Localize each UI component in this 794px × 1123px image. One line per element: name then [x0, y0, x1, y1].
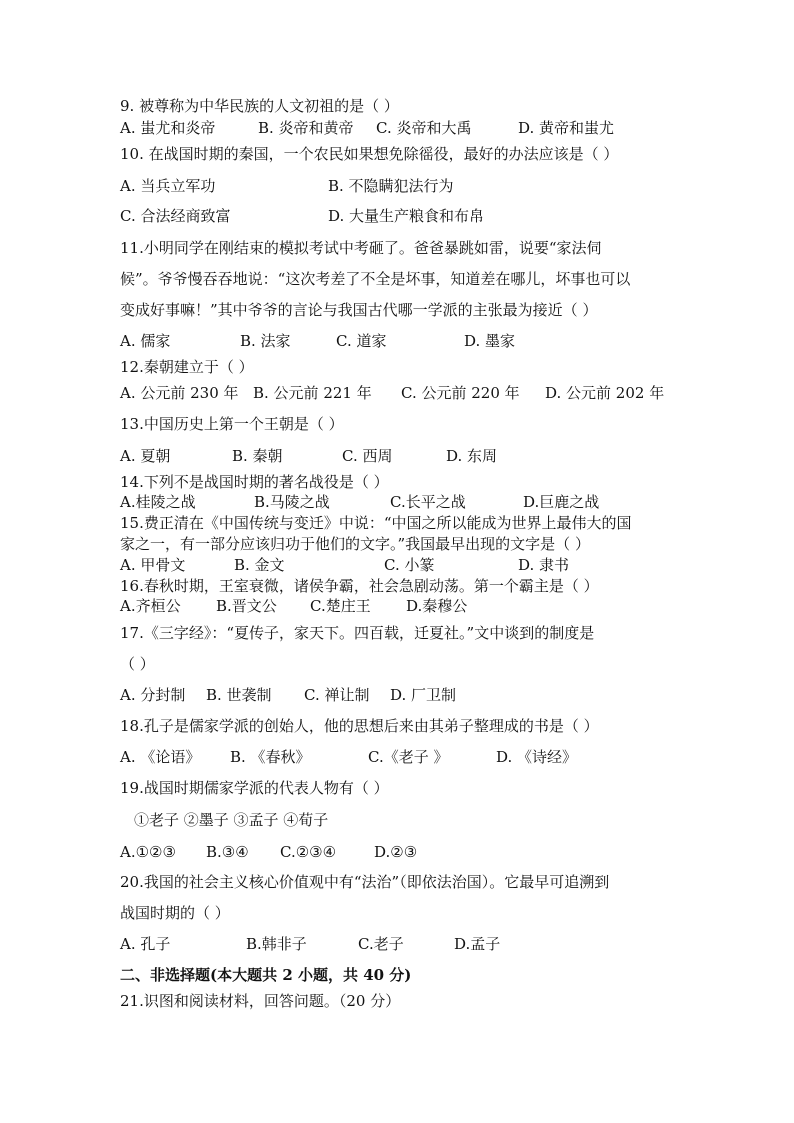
- question-12-stem: 12.秦朝建立于（ ）: [120, 358, 254, 376]
- option-a: A. 孔子: [120, 935, 171, 953]
- option-b: B. 法家: [240, 332, 291, 350]
- option-c: C. 公元前 220 年: [401, 384, 520, 402]
- option-d: D. 公元前 202 年: [545, 384, 665, 402]
- question-20-stem-line-1: 20.我国的社会主义核心价值观中有“法治”（即依法治国）。它最早可追溯到: [120, 873, 610, 891]
- option-a: A. 分封制: [120, 686, 186, 704]
- option-c: C. 合法经商致富: [120, 207, 231, 225]
- option-a: A. 《论语》: [120, 748, 201, 766]
- option-c: C. 禅让制: [304, 686, 370, 704]
- option-d: D. 厂卫制: [390, 686, 457, 704]
- option-d: D. 东周: [446, 447, 498, 465]
- question-17-stem-line-2: （ ）: [120, 655, 155, 673]
- option-b: B.马陵之战: [254, 493, 330, 511]
- option-a: A. 蚩尤和炎帝: [120, 119, 216, 137]
- option-d: D.孟子: [454, 935, 501, 953]
- option-c: C.楚庄王: [310, 597, 371, 615]
- option-d: D.秦穆公: [406, 597, 468, 615]
- question-11-stem-line-2: 候”。爷爷慢吞吞地说：“这次考差了不全是坏事，知道差在哪儿，坏事也可以: [120, 270, 631, 288]
- question-18-stem: 18.孔子是儒家学派的创始人，他的思想后来由其弟子整理成的书是（ ）: [120, 717, 599, 735]
- option-d: D.巨鹿之战: [523, 493, 600, 511]
- question-14-stem: 14.下列不是战国时期的著名战役是（ ）: [120, 473, 389, 491]
- section-2-title: 二、非选择题(本大题共 2 小题，共 40 分): [120, 966, 412, 984]
- option-b: B. 秦朝: [232, 447, 283, 465]
- option-b: B. 炎帝和黄帝: [258, 119, 354, 137]
- option-c: C.老子: [358, 935, 404, 953]
- question-19-stem: 19.战国时期儒家学派的代表人物有（ ）: [120, 779, 389, 797]
- option-d: D.②③: [374, 843, 418, 861]
- option-a: A.齐桓公: [120, 597, 181, 615]
- question-16-stem: 16.春秋时期，王室衰微，诸侯争霸，社会急剧动荡。第一个霸主是（ ）: [120, 577, 599, 595]
- question-15-stem-line-1: 15.费正清在《中国传统与变迁》中说：“中国之所以能成为世界上最伟大的国: [120, 514, 632, 532]
- question-10-stem: 10. 在战国时期的秦国，一个农民如果想免除徭役，最好的办法应该是（ ）: [120, 145, 619, 163]
- option-c: C. 西周: [342, 447, 393, 465]
- option-d: D. 大量生产粮食和布帛: [328, 207, 485, 225]
- question-21-stem: 21.识图和阅读材料，回答问题。（20 分）: [120, 992, 401, 1010]
- question-11-stem-line-1: 11.小明同学在刚结束的模拟考试中考砸了。爸爸暴跳如雷，说要“家法伺: [120, 239, 602, 257]
- option-d: D. 隶书: [518, 556, 570, 574]
- option-b: B.韩非子: [246, 935, 307, 953]
- option-d: D. 墨家: [464, 332, 516, 350]
- option-a: A. 公元前 230 年: [120, 384, 239, 402]
- option-c: C. 道家: [336, 332, 387, 350]
- option-a: A. 夏朝: [120, 447, 171, 465]
- question-19-items: ①老子 ②墨子 ③孟子 ④荀子: [134, 811, 329, 829]
- question-20-stem-line-2: 战国时期的（ ）: [120, 904, 230, 922]
- option-a: A. 当兵立军功: [120, 177, 216, 195]
- option-a: A.①②③: [120, 843, 176, 861]
- question-11-stem-line-3: 变成好事嘛！”其中爷爷的言论与我国古代哪一学派的主张最为接近（ ）: [120, 301, 598, 319]
- question-17-stem-line-1: 17.《三字经》：“夏传子，家天下。四百载，迁夏社。”文中谈到的制度是: [120, 624, 595, 642]
- option-d: D. 《诗经》: [496, 748, 578, 766]
- question-13-stem: 13.中国历史上第一个王朝是（ ）: [120, 415, 344, 433]
- option-a: A. 儒家: [120, 332, 171, 350]
- question-15-stem-line-2: 家之一，有一部分应该归功于他们的文字。”我国最早出现的文字是（ ）: [120, 535, 590, 553]
- option-c: C.《老子 》: [368, 748, 449, 766]
- option-c: C.长平之战: [390, 493, 466, 511]
- option-b: B. 世袭制: [206, 686, 272, 704]
- option-b: B.晋文公: [216, 597, 277, 615]
- option-b: B.③④: [206, 843, 249, 861]
- option-c: C.②③④: [280, 843, 337, 861]
- option-b: B. 金文: [234, 556, 285, 574]
- option-a: A. 甲骨文: [120, 556, 186, 574]
- question-9-stem: 9. 被尊称为中华民族的人文初祖的是（ ）: [120, 97, 399, 115]
- option-a: A.桂陵之战: [120, 493, 196, 511]
- option-d: D. 黄帝和蚩尤: [518, 119, 615, 137]
- option-b: B. 公元前 221 年: [253, 384, 372, 402]
- option-b: B. 《春秋》: [230, 748, 311, 766]
- option-c: C. 小篆: [384, 556, 435, 574]
- option-b: B. 不隐瞒犯法行为: [328, 177, 454, 195]
- option-c: C. 炎帝和大禹: [376, 119, 472, 137]
